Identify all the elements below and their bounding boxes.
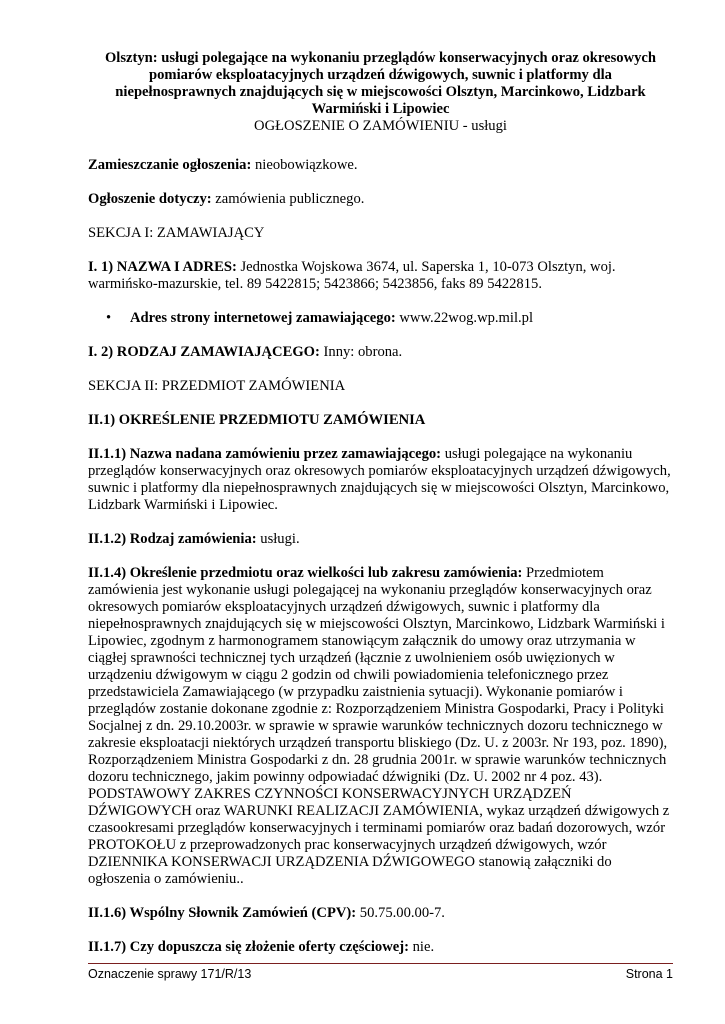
field-zamieszczanie (88, 157, 673, 174)
field-ii-1-4 (88, 565, 673, 888)
field-ii-1-7 (88, 939, 673, 956)
field-dotyczy (88, 191, 673, 208)
subsection-heading (88, 412, 673, 429)
field-ii-1-2 (88, 531, 673, 548)
field-label: I. 2) RODZAJ ZAMAWIAJĄCEGO: (88, 344, 320, 360)
page-number: Strona 1 (625, 967, 673, 981)
field-label: Adres strony internetowej zamawiającego: (130, 310, 396, 326)
document-page (88, 50, 673, 973)
field-label: II.1.6) Wspólny Słownik Zamówień (CPV): (88, 905, 357, 921)
field-label: II.1.7) Czy dopuszcza się złożenie oferty częściowej: (88, 939, 409, 955)
field-value: Inny: obrona. (319, 344, 403, 360)
notice-subtitle: OGŁOSZENIE O ZAMÓWIENIU - usługi (254, 118, 507, 134)
field-ii-1-6 (88, 905, 673, 922)
field-rodzaj-zamawiajacego (88, 344, 673, 361)
page-footer (88, 963, 673, 981)
notice-title: Olsztyn: usługi polegające na wykonaniu przeglądów konserwacyjnych oraz okresowych pomiarów eksploatacyjnych urządzeń dźwigowych, suwnic i platformy dla niepełnosprawnych znajdujących się w miejscowości Olsztyn, Marcinkowo, Lidzbark Warmiński i Lipowiec (104, 50, 657, 117)
subsection-heading-text: II.1) OKREŚLENIE PRZEDMIOTU ZAMÓWIENIA (88, 412, 426, 428)
field-value: nie. (408, 939, 435, 955)
field-label: II.1.1) Nazwa nadana zamówieniu przez zamawiającego: (88, 446, 442, 462)
field-label: II.1.4) Określenie przedmiotu oraz wielkości lub zakresu zamówienia: (88, 565, 523, 581)
field-label: I. 1) NAZWA I ADRES: (88, 259, 237, 275)
bullet-icon: • (106, 310, 112, 326)
field-label: Zamieszczanie ogłoszenia: (88, 157, 252, 173)
section-2-heading: SEKCJA II: PRZEDMIOT ZAMÓWIENIA (88, 378, 346, 394)
field-value: usługi polegające na wykonaniu przeglądów konserwacyjnych oraz okresowych pomiarów eksploatacyjnych urządzeń dźwigowych, suwnic i platformy dla niepełnosprawnych znajdujących się w miejscowości Olsztyn, Marcinkowo, Lidzbark Warmiński i Lipowiec. (88, 446, 671, 513)
field-nazwa-adres (88, 259, 673, 293)
section-1-heading: SEKCJA I: ZAMAWIAJĄCY (88, 225, 265, 241)
field-value: 50.75.00.00-7. (356, 905, 445, 921)
field-value: zamówienia publicznego. (211, 191, 365, 207)
case-number: Oznaczenie sprawy 171/R/13 (88, 967, 252, 981)
field-label: Ogłoszenie dotyczy: (88, 191, 212, 207)
field-value: Jednostka Wojskowa 3674, ul. Saperska 1, 10-073 Olsztyn, woj. warmińsko-mazurskie, tel. 89 5422815; 5423866; 5423856, faks 89 5422815. (88, 259, 616, 292)
field-value: usługi. (256, 531, 300, 547)
field-value: nieobowiązkowe. (251, 157, 358, 173)
field-label: II.1.2) Rodzaj zamówienia: (88, 531, 257, 547)
field-value: Przedmiotem zamówienia jest wykonanie usługi polegającej na wykonaniu przeglądów konserwacyjnych oraz okresowych pomiarów eksploatacyjnych urządzeń dźwigowych, suwnic i platformy dla niepełnosprawnych znajdujących się w miejscowości Olsztyn, Marcinkowo, Lidzbark Warmiński i Lipowiec, zgodnym z harmonogramem stanowiącym załącznik do umowy oraz utrzymania w ciągłej sprawności technicznej tych urządzeń (łącznie z uwolnieniem osób uwięzionych w urządzeniu dźwigowym w ciągu 2 godzin od chwili powiadomienia telefonicznego przez przedstawiciela Zamawiającego (w przypadku zaistnienia sytuacji). Wykonanie pomiarów i przeglądów zostanie dokonane zgodnie z: Rozporządzeniem Ministra Gospodarki, Pracy i Polityki Socjalnej z dn. 29.10.2003r. w sprawie w sprawie warunków technicznych dozoru technicznego w zakresie eksploatacji niektórych urządzeń transportu bliskiego (Dz. U. z 2003r. Nr 193, poz. 1890), Rozporządzeniem Ministra Gospodarki z dn. 28 grudnia 2001r. w sprawie warunków technicznych dozoru technicznego, jakim powinny odpowiadać dźwigniki (Dz. U. 2002 nr 4 poz. 43). PODSTAWOWY ZAKRES CZYNNOŚCI KONSERWACYJNYCH URZĄDZEŃ DŹWIGOWYCH oraz WARUNKI REALIZACJI ZAMÓWIENIA, wykaz urządzeń dźwigowych z czasookresami przeglądów konserwacyjnych i terminami pomiarów oraz badań dozorowych, wzór PROTOKOŁU z przeprowadzonych prac konserwacyjnych urządzeń dźwigowych, wzór DZIENNIKA KONSERWACJI URZĄDZENIA DŹWIGOWEGO stanowią załączniki do ogłoszenia o zamówieniu.. (88, 565, 670, 887)
website-link[interactable]: www.22wog.wp.mil.pl (395, 310, 534, 326)
field-adres-strony (88, 310, 673, 327)
field-ii-1-1 (88, 446, 673, 514)
